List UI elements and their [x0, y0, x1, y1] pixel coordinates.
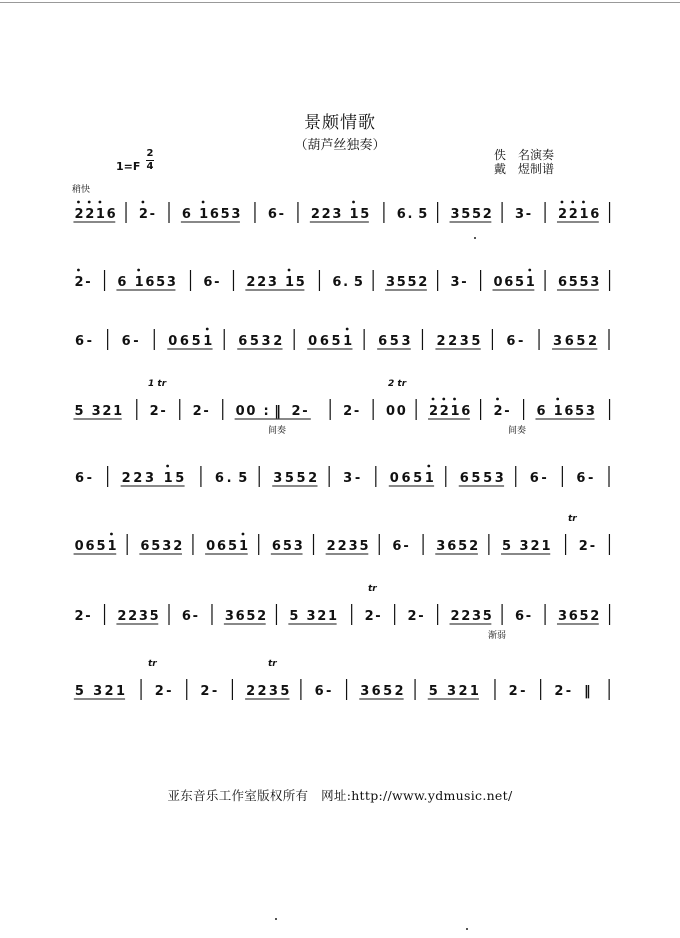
note: 2	[117, 609, 127, 624]
note: 5	[249, 334, 259, 349]
note: 6	[238, 334, 248, 349]
note: 2	[85, 207, 95, 222]
note: 2	[394, 684, 404, 699]
octave-dot	[88, 201, 91, 204]
note: 2	[246, 684, 256, 699]
note: 2	[317, 609, 327, 624]
octave-dot	[496, 398, 499, 401]
note: 3	[293, 539, 303, 554]
note: 5	[360, 207, 370, 222]
notation-symbol: -	[403, 539, 409, 554]
note: 5	[458, 539, 468, 554]
note: 3	[162, 539, 172, 554]
notation-symbol: .	[343, 275, 349, 290]
note: 5	[568, 275, 578, 290]
note: 1	[469, 684, 479, 699]
octave-dot	[556, 398, 559, 401]
notation-symbol: -	[326, 684, 332, 699]
note: 3	[386, 275, 396, 290]
note: 2	[343, 404, 353, 419]
performer-credits	[494, 148, 554, 176]
octave-dot	[528, 269, 531, 272]
notation-symbol: :	[263, 404, 269, 419]
note: 3	[91, 404, 101, 419]
note: 3	[224, 609, 234, 624]
note: 5	[359, 539, 369, 554]
note: 3	[261, 334, 271, 349]
time-signature-top: 2	[146, 148, 154, 159]
note: 6	[217, 539, 227, 554]
note: 3	[273, 471, 283, 486]
note: 5	[220, 207, 230, 222]
notation-symbol: -	[589, 539, 596, 554]
note: 5	[191, 334, 201, 349]
note: 2	[121, 471, 131, 486]
note: 2	[588, 334, 598, 349]
octave-dot	[142, 201, 145, 204]
note: 2	[407, 609, 417, 624]
note: 5	[246, 609, 256, 624]
note: 2	[257, 609, 267, 624]
note: 2	[154, 684, 164, 699]
scan-speck	[275, 918, 277, 920]
note: 5	[284, 471, 294, 486]
note: 1	[349, 207, 359, 222]
note: 2	[128, 609, 138, 624]
note: 2	[554, 684, 564, 699]
note: 1	[134, 275, 144, 290]
note: 3	[590, 275, 600, 290]
note: 6	[106, 207, 116, 222]
copyright-footer: 亚东音乐工作室版权所有 网址:http://www.ydmusic.net/	[167, 788, 513, 803]
note: 2	[74, 207, 84, 222]
note: 5	[289, 609, 299, 624]
note: 2	[74, 609, 84, 624]
octave-dot	[99, 201, 102, 204]
note: 1	[553, 404, 563, 419]
note: 6	[514, 609, 525, 624]
note: 5	[579, 609, 589, 624]
note: 6	[459, 471, 469, 486]
note: 5	[461, 207, 471, 222]
note: 0	[386, 404, 396, 419]
note: 6	[378, 334, 388, 349]
note: 1	[541, 539, 551, 554]
note: 6	[85, 539, 95, 554]
octave-dot	[561, 201, 564, 204]
note: 3	[306, 609, 316, 624]
note: 2	[530, 539, 540, 554]
note: 6	[447, 539, 457, 554]
notation-symbol: -	[166, 684, 172, 699]
note: 2	[578, 539, 588, 554]
notation-symbol: -	[192, 609, 199, 624]
note: 6	[529, 471, 539, 486]
note: 6	[401, 471, 411, 486]
note: 2	[461, 609, 471, 624]
note: 5	[74, 684, 84, 699]
note: 3	[93, 684, 103, 699]
note: 6	[181, 207, 191, 222]
note: 5	[175, 471, 185, 486]
octave-dot	[453, 398, 456, 401]
trill-marking: tr	[368, 584, 377, 594]
performance-direction: 间奏	[508, 426, 527, 436]
trill-marking: 2 tr	[388, 379, 407, 389]
notation-symbol: -	[149, 207, 156, 222]
note: 5	[295, 275, 305, 290]
octave-dot	[110, 533, 113, 536]
note: 1	[579, 207, 589, 222]
note: 2	[291, 404, 301, 419]
credit-transcriber: 戴 煜制谱	[494, 162, 555, 176]
notation-line	[68, 460, 616, 492]
note: 3	[447, 684, 457, 699]
note: 0	[308, 334, 318, 349]
octave-dot	[166, 465, 169, 468]
note: 2	[257, 684, 267, 699]
note: 1	[343, 334, 353, 349]
note: 3	[553, 334, 563, 349]
note: 2	[450, 609, 460, 624]
note: 0	[168, 334, 178, 349]
notation-symbol: -	[86, 334, 93, 349]
notation-symbol: -	[278, 207, 285, 222]
note: 5	[353, 275, 363, 290]
note: 2	[448, 334, 458, 349]
note: 5	[280, 684, 290, 699]
note: 1	[95, 207, 105, 222]
notation-symbol: -	[518, 334, 524, 349]
note: 2	[458, 684, 468, 699]
note: 3	[348, 539, 358, 554]
note: 2	[469, 539, 479, 554]
note: 2	[364, 609, 374, 624]
note: 5	[238, 471, 248, 486]
notation-symbol: -	[520, 684, 526, 699]
note: 2	[310, 207, 320, 222]
note: 5	[514, 275, 525, 290]
note: 2	[508, 684, 518, 699]
note: 3	[166, 275, 176, 290]
note: 0	[246, 404, 256, 419]
note: 0	[389, 471, 399, 486]
notation-line	[68, 514, 616, 560]
note: 5	[575, 404, 585, 419]
notation-symbol: -	[375, 609, 381, 624]
note: 6	[181, 609, 191, 624]
note: 3	[459, 334, 469, 349]
note: 6	[235, 609, 245, 624]
note: 6	[117, 275, 127, 290]
note: 3	[231, 207, 241, 222]
note: 2	[418, 275, 428, 290]
note: 0	[396, 404, 406, 419]
trill-marking: tr	[268, 659, 277, 669]
notation-symbol: .	[226, 471, 232, 486]
song-title: 景颇情歌	[304, 113, 376, 133]
note: 2	[133, 471, 143, 486]
note: 5	[149, 609, 159, 624]
note: 5	[413, 471, 423, 486]
notation-symbol: -	[588, 471, 594, 486]
note: 5	[502, 539, 512, 554]
note: 6	[267, 207, 277, 222]
notation-line	[68, 196, 616, 228]
scan-speck	[466, 928, 468, 930]
notation-symbol: -	[525, 207, 532, 222]
trill-marking: tr	[148, 659, 157, 669]
note: 2	[590, 609, 600, 624]
octave-dot	[571, 201, 574, 204]
note: 2	[482, 207, 492, 222]
performance-direction: 间奏	[268, 426, 287, 436]
notation-symbol: -	[353, 404, 360, 419]
note: 5	[471, 471, 481, 486]
note: 6	[504, 275, 514, 290]
note: 0	[74, 539, 84, 554]
note: 6	[396, 207, 406, 222]
note: 1	[424, 471, 434, 486]
notation-symbol: -	[461, 275, 467, 290]
note: 3	[267, 275, 277, 290]
note: 3	[494, 471, 504, 486]
note: 1	[203, 334, 213, 349]
song-subtitle: （葫芦丝独奏）	[294, 138, 386, 153]
note: 5	[383, 684, 393, 699]
octave-dot	[442, 398, 445, 401]
notation-symbol: -	[354, 471, 361, 486]
note: 2	[308, 471, 318, 486]
note: 3	[514, 207, 525, 222]
note: 1	[115, 684, 125, 699]
note: 3	[360, 684, 370, 699]
time-signature	[145, 148, 155, 173]
notation-line	[68, 379, 616, 436]
octave-dot	[77, 201, 80, 204]
note: 6	[564, 334, 574, 349]
note: 6	[392, 539, 402, 554]
notation-symbol: -	[418, 609, 424, 624]
note: 3	[401, 334, 411, 349]
note: 3	[144, 471, 155, 486]
note: 6	[461, 404, 471, 419]
notation-symbol: -	[565, 684, 572, 699]
note: 2	[326, 539, 336, 554]
note: 6	[74, 471, 85, 486]
note: 2	[439, 404, 449, 419]
note: 6	[590, 207, 600, 222]
notation-symbol: ‖	[274, 404, 281, 419]
note: 6	[145, 275, 155, 290]
note: 3	[450, 207, 460, 222]
note: 5	[471, 334, 481, 349]
notation-symbol: -	[525, 609, 532, 624]
note: 1	[525, 275, 535, 290]
note: 2	[568, 207, 578, 222]
note: 1	[163, 471, 173, 486]
note: 2	[173, 539, 183, 554]
note: 1	[285, 275, 295, 290]
note: 1	[199, 207, 209, 222]
note: 5	[483, 471, 493, 486]
notation-symbol: -	[160, 404, 166, 419]
note: 3	[268, 684, 278, 699]
note: 6	[203, 275, 213, 290]
note: 2	[257, 275, 267, 290]
notation-symbol: -	[86, 471, 93, 486]
notation-symbol: -	[214, 275, 220, 290]
note: 2	[321, 207, 331, 222]
note: 6	[214, 471, 224, 486]
trill-marking: tr	[568, 514, 577, 524]
note: 5	[418, 207, 428, 222]
note: 2	[337, 539, 347, 554]
note: 6	[557, 275, 568, 290]
page-top-edge	[0, 2, 680, 3]
note: 2	[102, 404, 112, 419]
note: 6	[121, 334, 131, 349]
notation-symbol: -	[211, 684, 218, 699]
note: 6	[371, 684, 381, 699]
note: 6	[332, 275, 342, 290]
note: 1	[107, 539, 117, 554]
note: 6	[536, 404, 546, 419]
note: 2	[429, 404, 439, 419]
note: 2	[138, 207, 148, 222]
note: 1	[450, 404, 460, 419]
trill-marking: 1 tr	[148, 379, 167, 389]
note: 3	[332, 207, 342, 222]
note: 6	[506, 334, 516, 349]
note: 3	[519, 539, 529, 554]
note: 6	[74, 334, 85, 349]
tempo-marking: 稍快	[72, 185, 91, 195]
note: 6	[564, 404, 574, 419]
scan-speck	[474, 237, 476, 239]
note: 2	[149, 404, 159, 419]
octave-dot	[206, 328, 209, 331]
note: 3	[138, 609, 148, 624]
note: 3	[343, 471, 353, 486]
note: 2	[246, 275, 256, 290]
octave-dot	[202, 201, 205, 204]
notation-symbol: -	[203, 404, 209, 419]
notation-symbol: -	[302, 404, 308, 419]
note: 6	[271, 539, 281, 554]
octave-dot	[352, 201, 355, 204]
octave-dot	[137, 269, 140, 272]
note: 5	[407, 275, 417, 290]
note: 5	[482, 609, 492, 624]
note: 1	[113, 404, 123, 419]
note: 0	[235, 404, 245, 419]
note: 5	[576, 334, 586, 349]
note: 2	[200, 684, 210, 699]
note: 2	[493, 404, 503, 419]
note: 2	[104, 684, 114, 699]
note: 0	[206, 539, 216, 554]
note: 3	[472, 609, 482, 624]
note: 5	[428, 684, 438, 699]
note: 6	[568, 609, 578, 624]
octave-dot	[427, 465, 430, 468]
notation-line	[68, 323, 616, 355]
octave-dot	[288, 269, 291, 272]
note: 3	[557, 609, 568, 624]
time-signature-bottom: 4	[146, 161, 154, 172]
credit-performer: 佚 名演奏	[494, 148, 555, 162]
note: 2	[192, 404, 202, 419]
notation-symbol: -	[541, 471, 547, 486]
note: 6	[319, 334, 329, 349]
note: 5	[228, 539, 238, 554]
note: 5	[389, 334, 399, 349]
octave-dot	[346, 328, 349, 331]
octave-dot	[242, 533, 245, 536]
notation-line	[68, 659, 616, 705]
octave-dot	[77, 269, 80, 272]
note: 0	[493, 275, 503, 290]
note: 5	[296, 471, 306, 486]
note: 1	[328, 609, 338, 624]
note: 5	[282, 539, 292, 554]
key-signature: 1=F	[116, 160, 141, 173]
note: 5	[396, 275, 406, 290]
notation-symbol: ‖	[584, 684, 591, 699]
notation-line	[68, 264, 616, 296]
note: 2	[74, 275, 84, 290]
notation-symbol: .	[407, 207, 413, 222]
note: 5	[579, 275, 589, 290]
note: 2	[557, 207, 568, 222]
note: 2	[436, 334, 446, 349]
note: 3	[436, 539, 446, 554]
octave-dot	[432, 398, 435, 401]
notation-symbol: -	[85, 275, 91, 290]
note: 6	[209, 207, 219, 222]
notation-symbol: -	[504, 404, 510, 419]
note: 5	[472, 207, 482, 222]
note: 5	[96, 539, 106, 554]
note: 1	[238, 539, 249, 554]
note: 3	[450, 275, 460, 290]
note: 5	[151, 539, 161, 554]
note: 5	[331, 334, 341, 349]
note: 5	[74, 404, 84, 419]
octave-dot	[582, 201, 585, 204]
notation-line	[68, 584, 616, 641]
notation-symbol: -	[85, 609, 91, 624]
notation-symbol: -	[133, 334, 139, 349]
note: 5	[156, 275, 166, 290]
note: 6	[140, 539, 150, 554]
note: 6	[314, 684, 324, 699]
note: 2	[273, 334, 283, 349]
note: 6	[179, 334, 189, 349]
note: 6	[576, 471, 586, 486]
performance-direction: 渐弱	[488, 631, 507, 641]
note: 3	[585, 404, 595, 419]
